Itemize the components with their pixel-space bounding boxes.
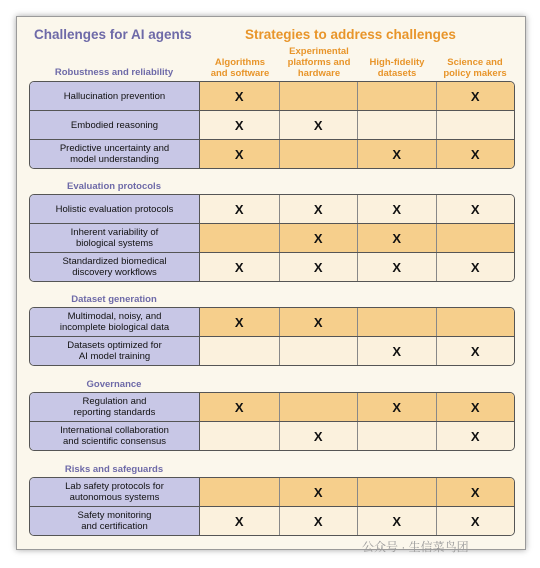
section-table [29, 81, 515, 169]
x-mark-cell: X [200, 507, 279, 535]
table-row [30, 393, 514, 421]
challenge-label: Inherent variability of biological systems [30, 224, 200, 252]
section-title: Dataset generation [71, 294, 157, 305]
x-mark-cell: X [436, 393, 515, 421]
section-table [29, 307, 515, 366]
challenge-label: Datasets optimized for AI model training [30, 337, 200, 365]
x-mark-cell: X [436, 337, 515, 365]
column-header-1: Algorithms and software [210, 57, 270, 79]
x-mark-cell: X [200, 111, 279, 139]
x-mark-cell: X [436, 507, 515, 535]
empty-cell [200, 224, 279, 252]
empty-cell [436, 111, 515, 139]
table-row [30, 195, 514, 223]
empty-cell [357, 422, 436, 450]
column-header-3: High-fidelity datasets [369, 57, 425, 79]
challenge-label: Safety monitoring and certification [30, 507, 200, 535]
x-mark-cell: X [357, 224, 436, 252]
x-mark-cell: X [279, 308, 358, 336]
x-mark-cell: X [200, 140, 279, 168]
column-header-2: Experimental platforms and hardware [287, 46, 351, 79]
x-mark-cell: X [279, 422, 358, 450]
challenge-label: Multimodal, noisy, and incomplete biological data [30, 308, 200, 336]
x-mark-cell: X [357, 337, 436, 365]
table-row [30, 336, 514, 365]
section-table [29, 392, 515, 451]
empty-cell [200, 337, 279, 365]
x-mark-cell: X [436, 82, 515, 110]
x-mark-cell: X [279, 195, 358, 223]
challenge-label: International collaboration and scientific consensus [30, 422, 200, 450]
table-row [30, 139, 514, 168]
x-mark-cell: X [357, 140, 436, 168]
x-mark-cell: X [436, 195, 515, 223]
table-row [30, 506, 514, 535]
table-row [30, 223, 514, 252]
x-mark-cell: X [279, 224, 358, 252]
x-mark-cell: X [200, 82, 279, 110]
x-mark-cell: X [279, 111, 358, 139]
challenge-label: Lab safety protocols for autonomous systems [30, 478, 200, 506]
challenge-label: Regulation and reporting standards [30, 393, 200, 421]
x-mark-cell: X [200, 393, 279, 421]
empty-cell [357, 82, 436, 110]
x-mark-cell: X [436, 478, 515, 506]
x-mark-cell: X [436, 422, 515, 450]
table-row [30, 110, 514, 139]
empty-cell [357, 308, 436, 336]
x-mark-cell: X [200, 308, 279, 336]
watermark: 公众号 · 生信菜鸟团 [362, 540, 469, 554]
empty-cell [357, 478, 436, 506]
x-mark-cell: X [436, 253, 515, 281]
challenge-label: Holistic evaluation protocols [30, 195, 200, 223]
column-header-4: Science and policy makers [443, 57, 507, 79]
empty-cell [357, 111, 436, 139]
strategies-header: Strategies to address challenges [245, 27, 456, 42]
empty-cell [436, 224, 515, 252]
challenge-label: Predictive uncertainty and model understanding [30, 140, 200, 168]
x-mark-cell: X [436, 140, 515, 168]
section-title: Robustness and reliability [54, 67, 174, 78]
x-mark-cell: X [279, 507, 358, 535]
empty-cell [200, 422, 279, 450]
x-mark-cell: X [200, 253, 279, 281]
x-mark-cell: X [279, 253, 358, 281]
empty-cell [279, 393, 358, 421]
empty-cell [279, 140, 358, 168]
x-mark-cell: X [357, 507, 436, 535]
x-mark-cell: X [357, 195, 436, 223]
x-mark-cell: X [357, 253, 436, 281]
challenge-label: Hallucination prevention [30, 82, 200, 110]
x-mark-cell: X [200, 195, 279, 223]
challenge-label: Standardized biomedical discovery workflows [30, 253, 200, 281]
empty-cell [436, 308, 515, 336]
table-row [30, 82, 514, 110]
table-row [30, 478, 514, 506]
x-mark-cell: X [357, 393, 436, 421]
challenge-label: Embodied reasoning [30, 111, 200, 139]
challenges-header: Challenges for AI agents [34, 27, 192, 42]
section-title: Evaluation protocols [67, 181, 161, 192]
x-mark-cell: X [279, 478, 358, 506]
empty-cell [200, 478, 279, 506]
table-row [30, 421, 514, 450]
section-table [29, 477, 515, 536]
table-row [30, 308, 514, 336]
section-title: Governance [86, 379, 142, 390]
section-title: Risks and safeguards [64, 464, 164, 475]
table-row [30, 252, 514, 281]
empty-cell [279, 337, 358, 365]
section-table [29, 194, 515, 282]
empty-cell [279, 82, 358, 110]
